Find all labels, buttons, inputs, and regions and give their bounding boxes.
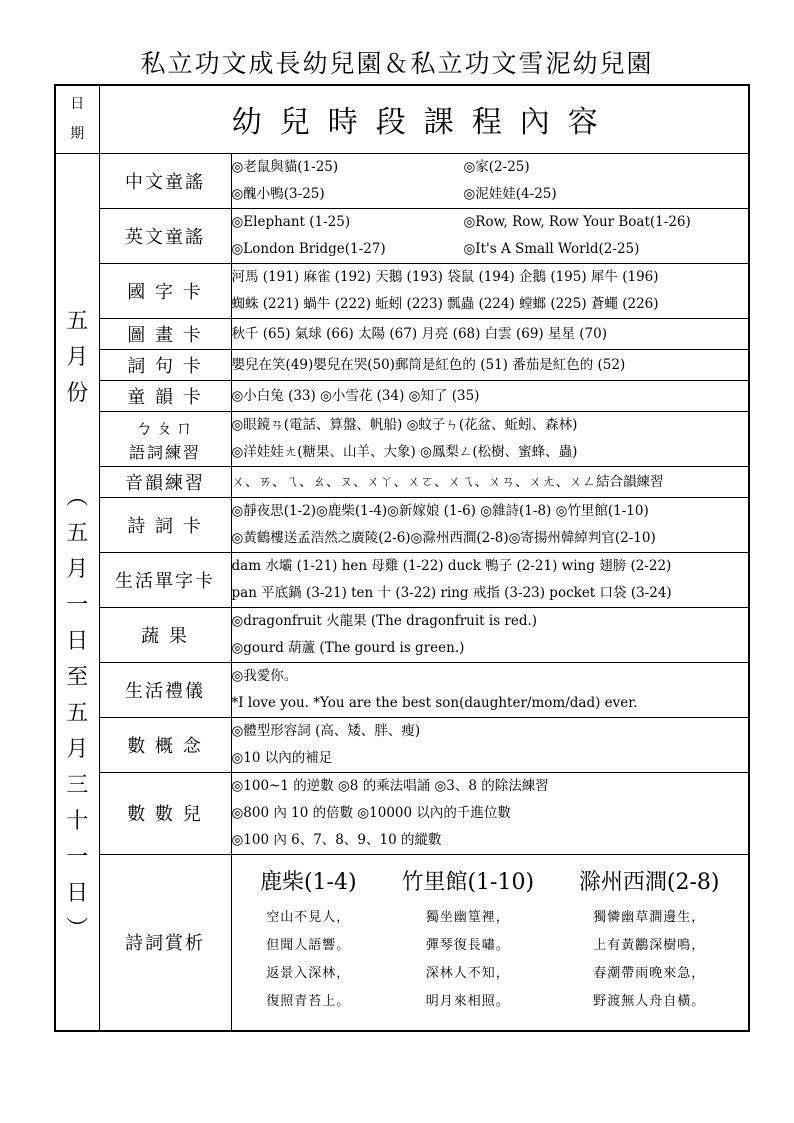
category-cell bbox=[99, 607, 231, 662]
poem-line: 上有黃鸝深樹鳴， bbox=[593, 937, 706, 953]
poetry-row bbox=[55, 854, 749, 1031]
category-cell bbox=[99, 380, 231, 411]
poem-line: 獨憐幽草澗邊生， bbox=[593, 909, 706, 925]
date-label-2: 期 bbox=[70, 126, 85, 143]
date-char: ︵ bbox=[66, 484, 89, 510]
table-row bbox=[55, 466, 749, 497]
date-header bbox=[55, 85, 99, 153]
date-char: 五 bbox=[66, 520, 89, 546]
poem-line: 野渡無人舟自橫。 bbox=[593, 993, 706, 1009]
content-item: ㄨ、ㄞ、ㄟ、ㄠ、ㄡ、ㄨㄚ、ㄨㄛ、ㄨㄟ、ㄨㄢ、ㄨㄤ、ㄨㄥ結合韻練習 bbox=[231, 473, 664, 490]
poem-line: 獨坐幽篁裡， bbox=[425, 909, 510, 925]
curriculum-table bbox=[54, 84, 750, 1032]
table-row bbox=[55, 662, 749, 717]
content-line bbox=[232, 498, 749, 525]
content-item: ◎家(2-25) bbox=[463, 158, 530, 175]
content-item: ◎10 以內的補足 bbox=[231, 749, 333, 766]
date-char: 日 bbox=[66, 628, 89, 654]
content-cell bbox=[231, 380, 749, 411]
content-item: ◎gourd 葫蘆 (The gourd is green.) bbox=[231, 639, 465, 656]
table-row bbox=[55, 208, 749, 263]
content-cell bbox=[231, 466, 749, 497]
content-item: ◎靜夜思(1-2)◎鹿柴(1-4)◎新嫁娘 (1-6) ◎雜詩(1-8) ◎竹里館(1-10) bbox=[231, 502, 649, 519]
content-cell bbox=[231, 318, 749, 349]
content-line bbox=[232, 773, 749, 800]
content-item: ◎老鼠與貓(1-25) bbox=[231, 158, 339, 175]
category-label: 詩 詞 卡 bbox=[127, 515, 203, 537]
date-char: 份 bbox=[66, 380, 89, 406]
content-cell bbox=[231, 263, 749, 318]
content-line bbox=[232, 209, 749, 236]
category-cell bbox=[99, 717, 231, 772]
category-label: 詩詞賞析 bbox=[99, 854, 231, 1031]
content-item: ◎黃鶴樓送孟浩然之廣陵(2-6)◎滁州西澗(2-8)◎寄揚州韓綽判官(2-10) bbox=[231, 529, 656, 546]
content-line bbox=[232, 608, 749, 635]
content-item: pan 平底鍋 (3-21) ten 十 (3-22) ring 戒指 (3-23) pocket 口袋 (3-24) bbox=[231, 584, 672, 601]
category-cell bbox=[99, 497, 231, 552]
content-line bbox=[232, 745, 749, 772]
content-item: ◎100~1 的逆數 ◎8 的乘法唱誦 ◎3、8 的除法練習 bbox=[231, 777, 549, 794]
content-item: ◎It's A Small World(2-25) bbox=[463, 240, 640, 257]
category-cell bbox=[99, 318, 231, 349]
content-item: ◎洋娃娃ㄤ(糖果、山羊、大象) ◎鳳梨ㄥ(松樹、蜜蜂、蟲) bbox=[231, 443, 578, 460]
category-label: 音韻練習 bbox=[125, 472, 205, 494]
category-cell bbox=[99, 411, 231, 466]
content-line bbox=[232, 467, 749, 497]
category-label: ㄅㄆㄇ bbox=[135, 418, 195, 439]
table-row bbox=[55, 349, 749, 380]
date-char: 三 bbox=[66, 772, 89, 798]
category-cell bbox=[99, 662, 231, 717]
date-char: 五 bbox=[66, 700, 89, 726]
content-item: ◎London Bridge(1-27) bbox=[231, 240, 386, 257]
content-item: ◎dragonfruit 火龍果 (The dragonfruit is red.) bbox=[231, 612, 538, 629]
category-cell bbox=[99, 552, 231, 607]
date-char: 月 bbox=[66, 344, 89, 370]
table-row bbox=[55, 263, 749, 318]
content-item: ◎醜小鴨(3-25) bbox=[231, 185, 325, 202]
date-char: 十 bbox=[66, 808, 89, 834]
poem bbox=[579, 865, 720, 1016]
content-item: ◎泥娃娃(4-25) bbox=[463, 185, 557, 202]
content-line bbox=[232, 439, 749, 466]
content-cell bbox=[231, 497, 749, 552]
poetry-cell bbox=[231, 854, 749, 1031]
content-line bbox=[232, 412, 749, 439]
content-cell bbox=[231, 772, 749, 854]
table-row bbox=[55, 607, 749, 662]
category-label: 生活禮儀 bbox=[125, 680, 205, 702]
category-label-2: 語詞練習 bbox=[128, 443, 201, 462]
date-column bbox=[55, 153, 99, 1031]
content-item: ◎體型形容詞 (高、矮、胖、瘦) bbox=[231, 722, 421, 739]
category-label: 童 韻 卡 bbox=[127, 386, 203, 408]
poem-line: 但聞人語響。 bbox=[266, 937, 351, 953]
category-label: 蔬 果 bbox=[141, 625, 189, 647]
date-char: 一 bbox=[66, 592, 89, 618]
content-item: 秋千 (65) 氣球 (66) 太陽 (67) 月亮 (68) 白雲 (69) 星星 (70) bbox=[231, 325, 607, 342]
table-row bbox=[55, 380, 749, 411]
table-row bbox=[55, 411, 749, 466]
content-line bbox=[232, 350, 749, 380]
content-item: ◎Row, Row, Row Your Boat(1-26) bbox=[463, 213, 691, 230]
content-line bbox=[232, 827, 749, 854]
content-item: *I love you. *You are the best son(daughter/mom/dad) ever. bbox=[231, 694, 638, 711]
content-line bbox=[232, 181, 749, 208]
content-cell bbox=[231, 208, 749, 263]
poem-line: 彈琴復長嘯。 bbox=[425, 937, 510, 953]
poem-line: 明月來相照。 bbox=[425, 993, 510, 1009]
page-title: 私立功文成長幼兒園＆私立功文雪泥幼兒園 bbox=[140, 49, 654, 78]
content-line bbox=[232, 580, 749, 607]
category-label: 數 數 兒 bbox=[127, 804, 203, 825]
category-cell bbox=[99, 208, 231, 263]
category-cell bbox=[99, 349, 231, 380]
category-label: 生活單字卡 bbox=[115, 570, 215, 592]
poem-line: 復照青苔上。 bbox=[266, 993, 351, 1009]
content-item: ◎小白兔 (33) ◎小雪花 (34) ◎知了 (35) bbox=[231, 387, 480, 404]
content-cell bbox=[231, 607, 749, 662]
category-label: 中文童謠 bbox=[125, 171, 205, 193]
content-line bbox=[232, 264, 749, 291]
table-row bbox=[55, 772, 749, 854]
poem-line: 深林人不知， bbox=[425, 965, 510, 981]
content-line bbox=[232, 291, 749, 318]
table-row bbox=[55, 153, 749, 208]
table-title: 幼兒時段課程內容 bbox=[99, 85, 749, 153]
content-cell bbox=[231, 349, 749, 380]
date-char: 五 bbox=[66, 308, 89, 334]
content-item: ◎800 內 10 的倍數 ◎10000 以內的千進位數 bbox=[231, 804, 511, 821]
date-label-1: 日 bbox=[70, 96, 85, 113]
poem-title: 鹿柴(1-4) bbox=[259, 869, 357, 895]
poem-line: 空山不見人， bbox=[266, 909, 351, 925]
content-item: 河馬 (191) 麻雀 (192) 天鵝 (193) 袋鼠 (194) 企鵝 (195) 犀牛 (196) bbox=[231, 268, 659, 285]
content-line bbox=[232, 718, 749, 745]
category-cell bbox=[99, 466, 231, 497]
content-line bbox=[232, 553, 749, 580]
category-label: 詞 句 卡 bbox=[127, 355, 203, 377]
category-label: 國 字 卡 bbox=[127, 281, 203, 303]
table-row bbox=[55, 552, 749, 607]
date-char: 一 bbox=[66, 844, 89, 870]
date-char: 至 bbox=[66, 664, 89, 690]
date-char: 月 bbox=[66, 736, 89, 762]
content-cell bbox=[231, 411, 749, 466]
content-item: ◎Elephant (1-25) bbox=[231, 213, 351, 230]
content-line bbox=[232, 800, 749, 827]
content-cell bbox=[231, 153, 749, 208]
content-line bbox=[232, 236, 749, 263]
category-label: 英文童謠 bbox=[125, 226, 205, 248]
content-item: ◎眼鏡ㄢ(電話、算盤、帆船) ◎蚊子ㄣ(花盆、蚯蚓、森林) bbox=[231, 416, 578, 433]
content-cell bbox=[231, 717, 749, 772]
table-row bbox=[55, 318, 749, 349]
table-row bbox=[55, 497, 749, 552]
poem-title: 竹里館(1-10) bbox=[401, 869, 535, 895]
category-cell bbox=[99, 153, 231, 208]
poem bbox=[401, 865, 534, 1016]
header-row bbox=[55, 85, 749, 153]
content-line bbox=[232, 154, 749, 181]
category-label: 圖 畫 卡 bbox=[127, 324, 203, 346]
content-item: 嬰兒在笑(49)嬰兒在哭(50)郵筒是紅色的 (51) 番茄是紅色的 (52) bbox=[231, 356, 626, 373]
category-label: 數 概 念 bbox=[127, 735, 203, 757]
date-char: 月 bbox=[66, 556, 89, 582]
category-cell bbox=[99, 772, 231, 854]
content-line bbox=[232, 635, 749, 662]
content-line bbox=[232, 663, 749, 690]
content-cell bbox=[231, 552, 749, 607]
content-item: ◎我愛你。 bbox=[231, 667, 298, 684]
table-row bbox=[55, 717, 749, 772]
poem-title: 滁州西澗(2-8) bbox=[578, 869, 720, 895]
content-cell bbox=[231, 662, 749, 717]
category-cell bbox=[99, 263, 231, 318]
content-line bbox=[232, 525, 749, 552]
poem-line: 返景入深林， bbox=[266, 965, 351, 981]
date-char: 日 bbox=[66, 880, 89, 906]
content-line bbox=[232, 319, 749, 349]
poem-line: 春潮帶雨晚來急， bbox=[593, 965, 706, 981]
poem bbox=[260, 865, 357, 1016]
content-item: 蜘蛛 (221) 蝸牛 (222) 蚯蚓 (223) 瓢蟲 (224) 螳螂 (225) 蒼蠅 (226) bbox=[231, 295, 659, 312]
content-item: dam 水壩 (1-21) hen 母雞 (1-22) duck 鴨子 (2-21) wing 翅膀 (2-22) bbox=[231, 557, 672, 574]
content-line bbox=[232, 381, 749, 411]
date-char: ︶ bbox=[66, 916, 89, 942]
content-item: ◎100 內 6、7、8、9、10 的縱數 bbox=[231, 831, 442, 848]
content-line bbox=[232, 690, 749, 717]
